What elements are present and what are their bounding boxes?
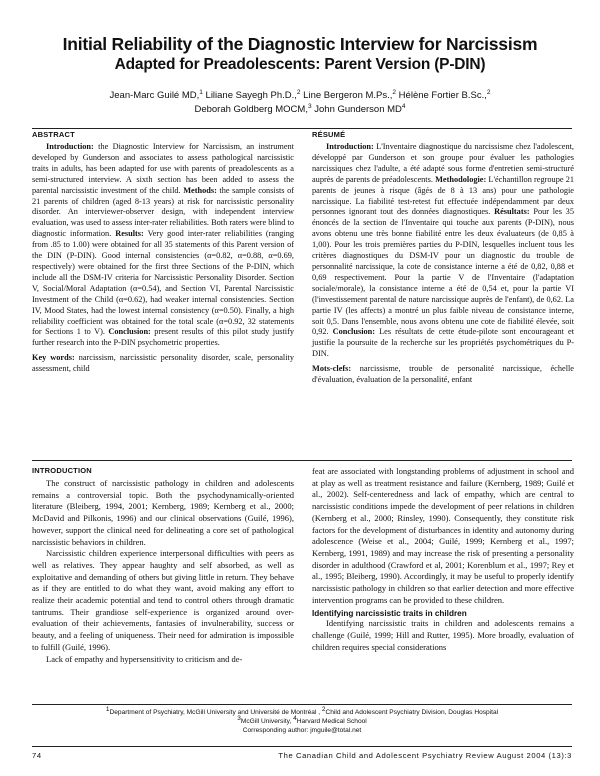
- introduction-heading: INTRODUCTION: [32, 466, 92, 475]
- body-column-right: [312, 466, 574, 654]
- identifying-heading: Identifying narcissistic traits in children: [312, 609, 467, 619]
- page-footer: [32, 746, 572, 760]
- authors-line-2: Deborah Goldberg MOCM,$^3$ John Gunderson $MD^4$: [194, 102, 406, 115]
- abstract-keywords: Key words: narcissism, narcissistic personality disorder, scale, personality assessment, child: [32, 353, 294, 374]
- intro-paragraph-3: Lack of empathy and hypersensitivity to criticism and de-: [46, 653, 243, 664]
- abstract-top-rule: [32, 128, 572, 129]
- intro-paragraph-4: feat are associated with longstanding problems of adjustment in school and at play as well as treatment resistance and failure (Kernberg, 1989; Guilé et al., 2002). Self-centeredness and lack of empathy, which are central to narcissistic conditions impede the development of peer relations in children (Kernberg et al., 2000; Rinsley, 1990). Consequently, they constitute risk factors for the development of disturbances in identity and autonomy during adolescence (Weise et al., 2004; Guilé, 1999; Kernberg et al., 1997; Kernberg, 1991, 1989) and may increase the risk of presenting a personality disorder in adulthood (Crawford et al, 2001; Korenblum et al., 1997; Rey et al., 1995; Bleiberg, 1990). Accordingly, it may be useful to properly identify narcissistic pathology in children so that earlier detection and more effective intervention programs can be provided to these children.: [312, 466, 574, 605]
- footnote-line-2: $^3$McGill University, $^4$Harvard Medical School: [237, 714, 367, 725]
- authors-line-1: Jean-Marc Guilé MD,$^1$ Liliane Sayegh Ph.D.,$^2$ Line Bergeron M.Ps.,$^2$ Hélène Fortier B.Sc.,$^2$: [109, 88, 491, 101]
- abstract-heading: ABSTRACT: [32, 130, 75, 139]
- paper-title-line-2: Adapted for Preadolescents: Parent Version (P-DIN): [114, 56, 486, 73]
- resume-block: [312, 130, 574, 456]
- body-column-left: [32, 466, 294, 665]
- paper-title-line-1: Initial Reliability of the Diagnostic Interview for Narcissism: [62, 34, 538, 54]
- abstract-text: Introduction: the Diagnostic Interview for Narcissism, an instrument developed by Gunderson and associates to assess pathological narcissistic traits in adults, has been adapted for use with parents of preadolescents as a semi-structured interview. A sixth section has been added to assess the parental narcissistic investment of the child. Methods: the sample consists of 21 parents of children (aged 8-13 years) at risk for narcissistic personality disorder. An interviewer-observer design, with independent interview evaluation, was used to assess inter-rater reliabilities. Both raters were blind to diagnostic information. Results: Very good inter-rater reliabilities (ranging from .85 to 1.00) were obtained for all 35 statements of this Parent version of the DIN (P-DIN). Good internal consistencies (α=0.82, α=0.88, α=0.69, respectively) were obtained for the first three Sections of the P-DIN, which include all the DSM-IV criteria for Narcissistic Personality Disorder. Section V, Social/Moral Adaptation (α=0.54), and Section VI, Parental Narcissistic Investment of the Child (α=0.62), had weaker internal consistencies. Section IV, Mood States, had the lowest internal consistency (α=0.50). Finally, a high reliability coefficient was obtained for the total scale (α=0.92, 32 statements for Sections 1 to V). Conclusion: present results of this pilot study justify further research into the P-DIN psychometric properties.: [32, 142, 294, 348]
- journal-citation: The Canadian Child and Adolescent Psychiatry Review August 2004 (13):3: [278, 751, 572, 760]
- intro-paragraph-1: The construct of narcissistic pathology in children and adolescents remains a controversial topic. Both the psychodynamically-oriented literature (Bleiberg, 1994, 2001; Kernberg, 1989; Kernberg et al., 2000; McDavid and Pilkonis, 1996) and our clinical observations (Guilé, 1996), however, support the clinical need for delineating a core set of pathological narcissistic behaviors in children.: [32, 478, 294, 547]
- page-number: 74: [32, 751, 42, 760]
- abstract-block: [32, 130, 294, 456]
- affiliation-footnotes: [32, 704, 572, 735]
- resume-keywords: Mots-clefs: narcissisme, trouble de personalité narcissique, échelle d'évaluation, évaluation de la personalité, enfant: [312, 364, 574, 385]
- footnote-line-1: $^1$Department of Psychiatry, McGill University and Université de Montréal , $^2$Child and Adolescent Psychiatry Division, Douglas Hospital: [105, 705, 499, 716]
- corresponding-author: Corresponding author: jmguile@total.net: [242, 727, 362, 734]
- identifying-paragraph-1: Identifying narcissistic traits in children and adolescents remains a challenge (Guilé, 1999; Hill and Rutter, 1995). More broadly, evaluation of children requires special considerations: [312, 618, 574, 652]
- intro-paragraph-2: Narcissistic children experience interpersonal difficulties with peers as well as relatives. They appear haughty and self absorbed, as well as exploitative and demanding of others but giving little in return. They behave as if they are entitled to do what they want, avoid making any effort to realize their academic potential and tend to control others through dramatic tantrums. Their grandiose self-experience is organized around over-evaluation of their achievements, fantasies of invulnerability, success or beauty, and a feeling of uniqueness. Their need for admiration is impossible to fulfill (Guilé, 1996).: [32, 548, 294, 652]
- resume-text: Introduction: L'Inventaire diagnostique du narcissisme chez l'adolescent, développé par Gunderson et son groupe pour évaluer les pathologies narcissiques chez l'adulte, a été adapté sous forme d'entretien semi-structuré auprès de parents de préadolescents. Methodologie: L'échantillon regroupe 21 parents de jeunes à risque (âgés de 8 à 13 ans) pour une pathologie narcissique. La fiabilité test-retest fut effectuée indépendamment par deux personnes ignorant tout des données diagnostiques. Résultats: Pour les 35 énoncés de la section de l'Inventaire qui touche aux parents (P-DIN), nous avons obtenu une très bonne fiabilité entre les deux évaluateurs (de 0,85 à 1,00). Pour les trois premières parties du P-DIN, lesquelles incluent tous les critères diagnostiques du DSM-IV pour un diagnostic du trouble de personnalité narcissique, la cote de consistance interne a été de 0,82, 0,88 et 0,69 respectivement. Pour la partie V de l'Inventaire (l'adaptation sociale/morale), la consistance interne a été de 0,54 et, pour la partie VI (l'investissement parental de nature narcissique auprès de l'enfant), de 0,62. La partie IV (les affects) a montré un plus faible niveau de consistance interne, soit 0,5. Dans l'ensemble, nous avons obtenu une cote de fiabilité élevée, soit 0,92. Conclusion: Les résultats de cette étude-pilote sont encourageant et justifie la poursuite de la recherche sur les propriétés psychométriques du P-DIN.: [312, 142, 574, 359]
- abstract-bottom-rule: [32, 460, 572, 461]
- resume-heading: RÉSUMÉ: [312, 130, 346, 139]
